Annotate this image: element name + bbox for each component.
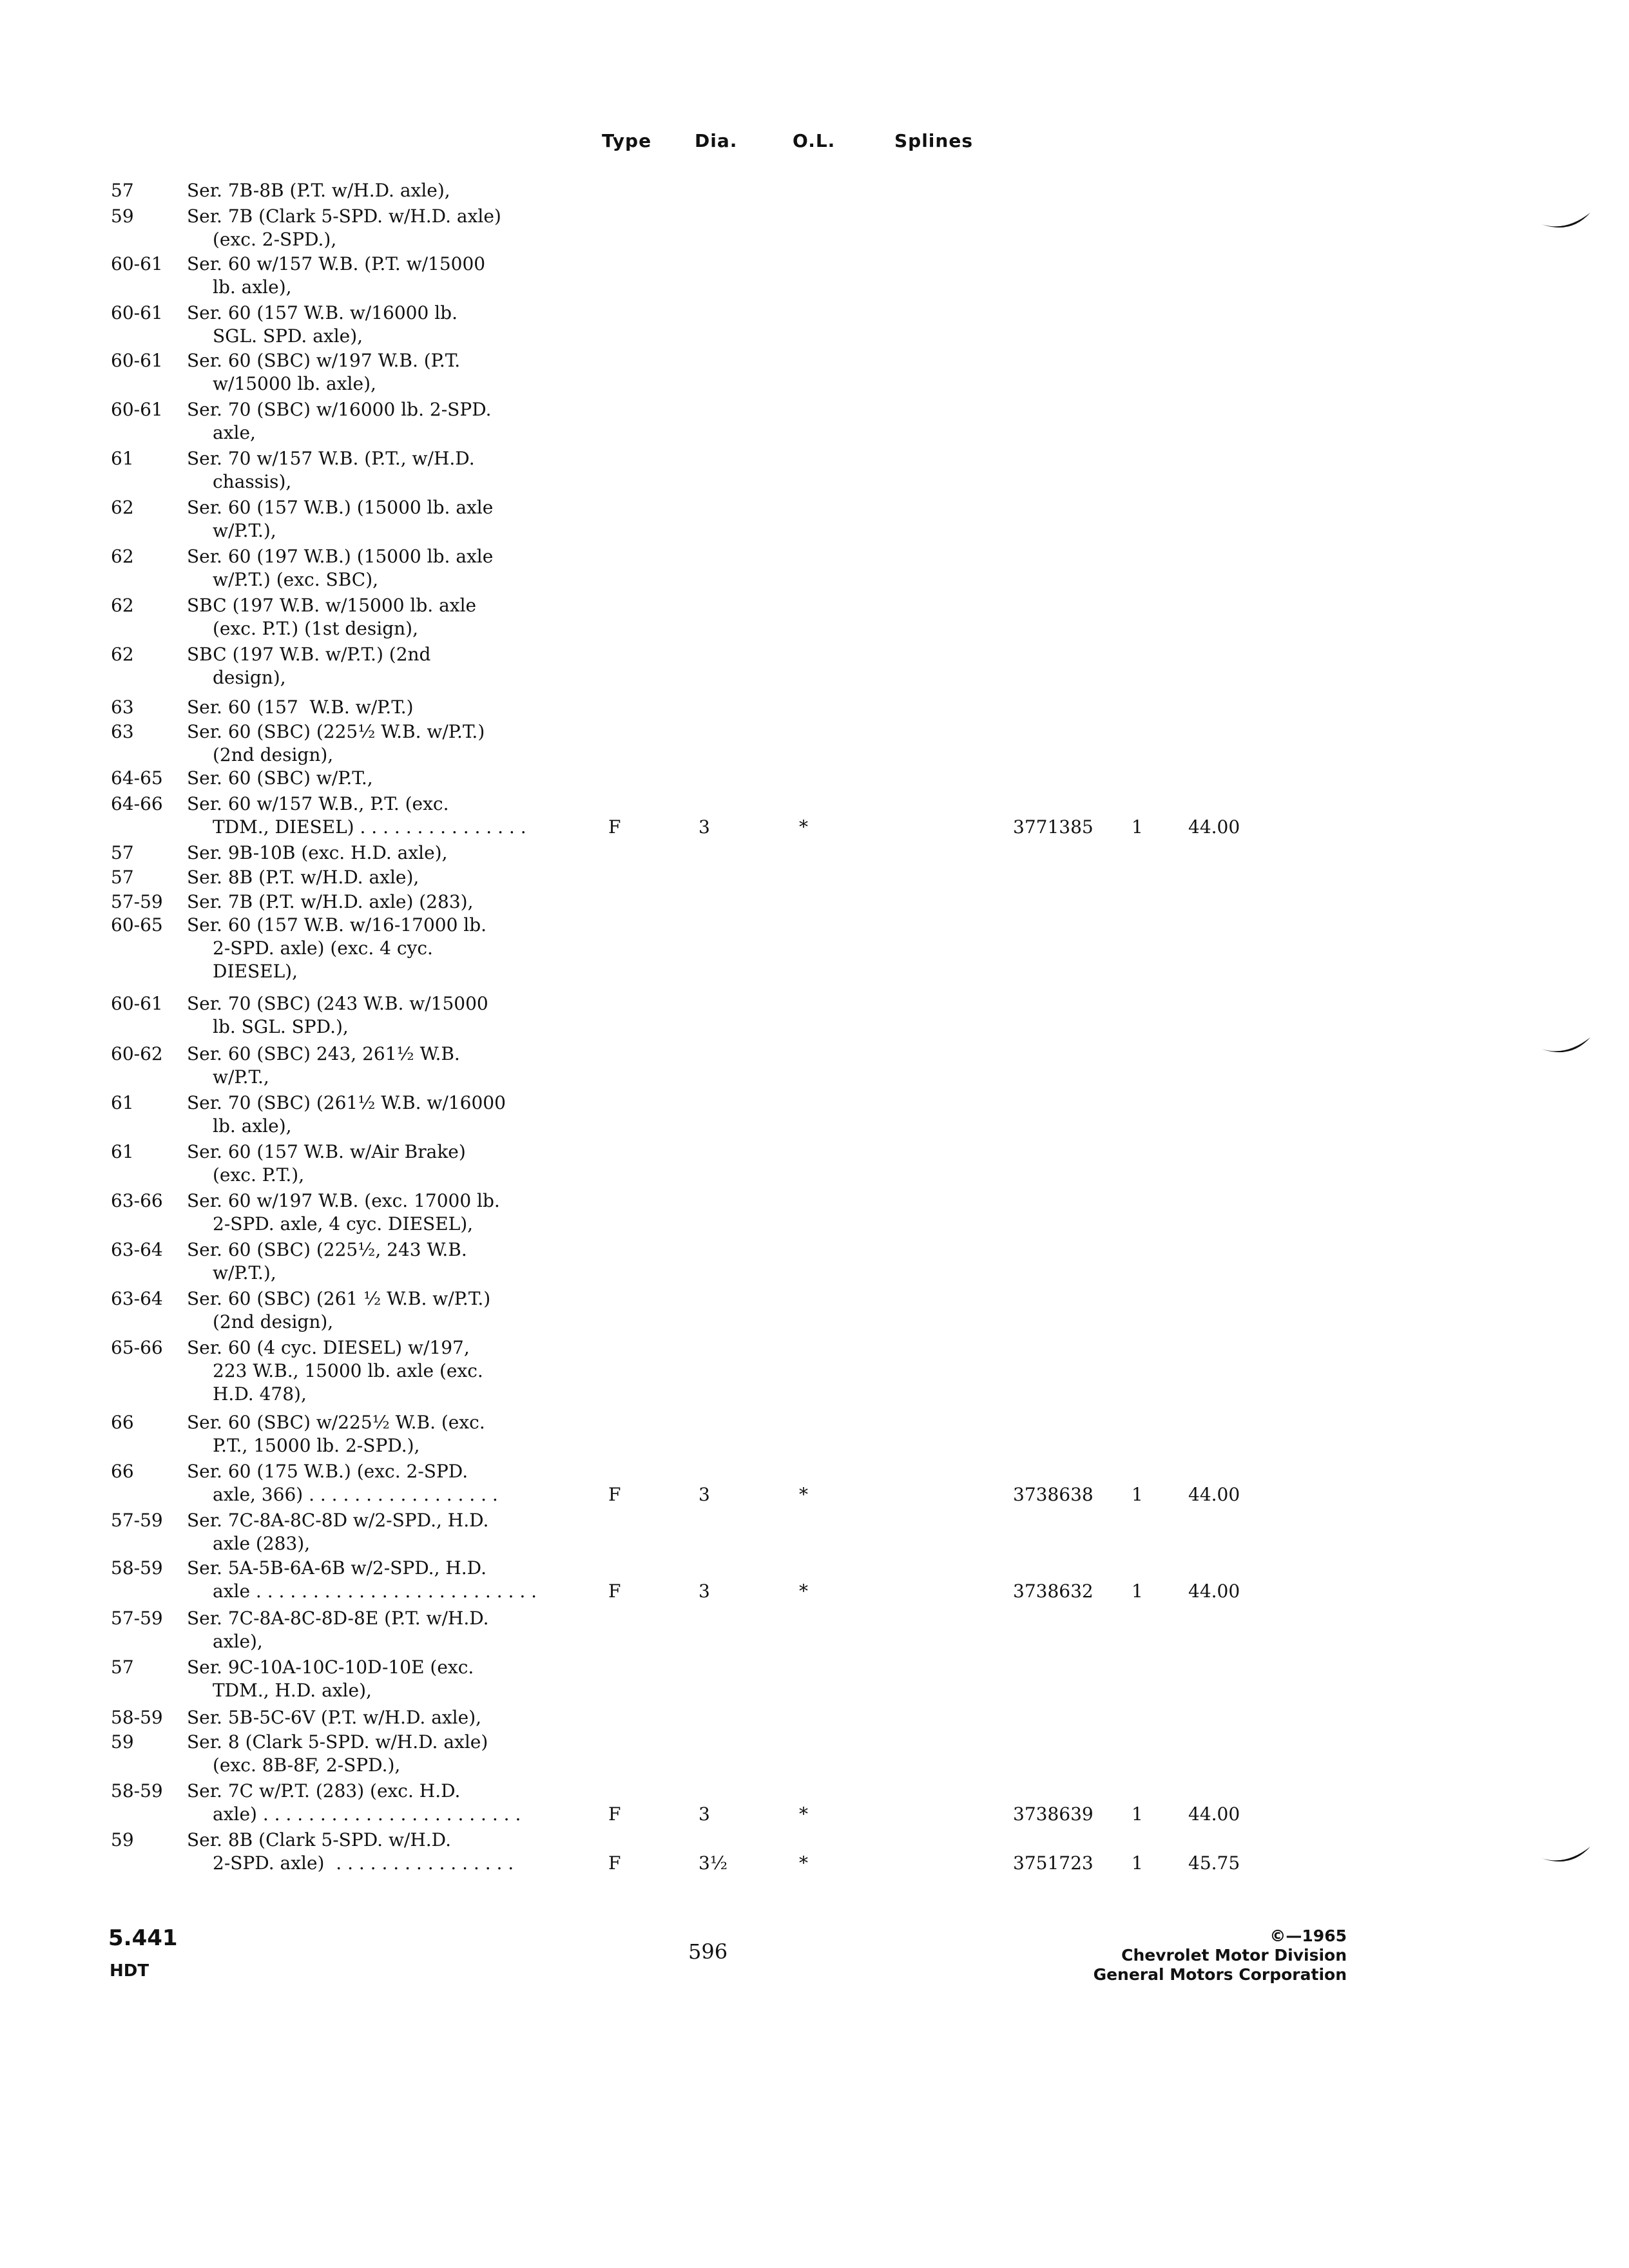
binding-mark-bottom [1540,1840,1592,1872]
description-line-2: lb. axle), [213,276,292,298]
application-description [187,302,458,348]
application-description [187,1509,488,1555]
copyright: ©—1965 [1269,1927,1347,1945]
quantity: 1 [1132,816,1143,838]
application-description [187,793,526,839]
description-line-2: axle, [213,422,256,443]
description-line-1: Ser. 7B (Clark 5-SPD. w/H.D. axle) [187,206,501,227]
description-line-1: Ser. 60 (SBC) (261 ½ W.B. w/P.T.) [187,1288,491,1309]
model-year: 58-59 [111,1557,163,1579]
description-line-3: H.D. 478), [213,1383,307,1405]
description-line-1: Ser. 60 w/157 W.B. (P.T. w/15000 [187,253,486,274]
model-year: 61 [111,1141,134,1162]
overall-length-cell: * [799,1803,808,1825]
table-row [0,1607,1629,1656]
description-line-1: Ser. 60 (175 W.B.) (exc. 2-SPD. [187,1461,468,1482]
diameter-cell: 3 [699,1803,710,1825]
description-line-2: (2nd design), [213,744,334,765]
table-row [0,992,1629,1041]
description-line-1: SBC (197 W.B. w/15000 lb. axle [187,595,477,616]
description-line-1: Ser. 9B-10B (exc. H.D. axle), [187,842,448,863]
list-price: 44.00 [1188,1581,1240,1602]
description-line-1: Ser. 60 (SBC) w/197 W.B. (P.T. [187,350,461,371]
model-year: 63-64 [111,1239,163,1260]
model-year: 57-59 [111,1510,163,1531]
model-year: 58-59 [111,1707,163,1728]
description-line-1: Ser. 60 (SBC) w/225½ W.B. (exc. [187,1412,485,1433]
table-row [0,914,1629,982]
table-row [0,1780,1629,1829]
application-description [187,1140,466,1187]
quantity: 1 [1132,1852,1143,1874]
description-line-2: axle . . . . . . . . . . . . . . . . . . . . . . . . . [213,1581,537,1602]
model-year: 61 [111,448,134,469]
model-year: 66 [111,1412,134,1433]
model-year: 65-66 [111,1337,163,1358]
description-line-2: 2-SPD. axle) (exc. 4 cyc. [213,937,433,959]
model-year: 66 [111,1461,134,1482]
description-line-2: (exc. P.T.) (1st design), [213,618,418,639]
description-line-1: Ser. 60 (SBC) w/P.T., [187,767,373,789]
table-row [0,793,1629,841]
table-row [0,1238,1629,1287]
table-row [0,205,1629,254]
application-description [187,1656,474,1702]
model-year: 60-65 [111,914,163,936]
description-line-1: Ser. 7B (P.T. w/H.D. axle) (283), [187,891,474,912]
model-year: 60-61 [111,350,163,371]
type-cell: F [608,1581,621,1602]
model-year: 60-62 [111,1043,163,1064]
model-year: 58-59 [111,1780,163,1802]
application-description [187,914,487,983]
description-line-2: design), [213,667,286,688]
description-line-2: TDM., DIESEL) . . . . . . . . . . . . . . . [213,816,526,838]
table-row [0,253,1629,302]
description-line-2: axle (283), [213,1533,311,1554]
model-year: 63 [111,697,134,718]
description-line-2: axle, 366) . . . . . . . . . . . . . . . . . [213,1484,498,1505]
application-description [187,767,373,790]
description-line-1: Ser. 60 (157 W.B. w/Air Brake) [187,1141,466,1162]
type-cell: F [608,1803,621,1825]
description-line-1: Ser. 8 (Clark 5-SPD. w/H.D. axle) [187,1731,488,1753]
part-number: 3738638 [1013,1484,1094,1505]
part-number: 3738639 [1013,1803,1094,1825]
description-line-1: Ser. 60 (157 W.B.) (15000 lb. axle [187,497,494,518]
list-price: 44.00 [1188,1803,1240,1825]
description-line-1: Ser. 7C-8A-8C-8D w/2-SPD., H.D. [187,1510,489,1531]
model-year: 59 [111,1829,134,1850]
description-line-2: 2-SPD. axle) . . . . . . . . . . . . . . . . [213,1852,514,1874]
table-row [0,643,1629,692]
model-year: 57-59 [111,891,163,912]
description-line-2: (exc. P.T.), [213,1164,305,1186]
table-row [0,302,1629,351]
model-year: 57 [111,1657,134,1678]
application-description [187,992,488,1039]
description-line-1: Ser. 60 (157 W.B. w/16000 lb. [187,302,458,323]
application-description [187,1411,485,1457]
description-line-1: Ser. 60 (4 cyc. DIESEL) w/197, [187,1337,470,1358]
table-row [0,1411,1629,1460]
diameter-cell: 3½ [699,1852,728,1874]
description-line-1: Ser. 9C-10A-10C-10D-10E (exc. [187,1657,474,1678]
table-row [0,1043,1629,1091]
description-line-1: Ser. 70 (SBC) (261½ W.B. w/16000 [187,1092,506,1113]
table-row [0,545,1629,594]
description-line-1: Ser. 70 w/157 W.B. (P.T., w/H.D. [187,448,475,469]
table-row [0,1557,1629,1606]
division-name: Chevrolet Motor Division [1121,1946,1347,1965]
description-line-2: SGL. SPD. axle), [213,325,363,347]
model-year: 60-61 [111,253,163,274]
model-year: 62 [111,644,134,665]
description-line-2: lb. SGL. SPD.), [213,1016,349,1037]
overall-length-cell: * [799,1484,808,1505]
application-description [187,1287,490,1334]
description-line-2: (2nd design), [213,1311,334,1332]
section-code: HDT [110,1961,149,1981]
description-line-2: (exc. 2-SPD.), [213,229,337,250]
description-line-1: Ser. 60 (157 W.B. w/P.T.) [187,697,414,718]
application-description [187,1731,488,1777]
quantity: 1 [1132,1484,1143,1505]
type-cell: F [608,816,621,838]
model-year: 57-59 [111,1608,163,1629]
quantity: 1 [1132,1803,1143,1825]
model-year: 61 [111,1092,134,1113]
table-row [0,1460,1629,1509]
application-description [187,720,485,767]
application-description [187,1607,489,1653]
application-description [187,349,460,396]
application-description [187,545,493,591]
model-year: 64-66 [111,793,163,814]
model-year: 62 [111,497,134,518]
type-cell: F [608,1852,621,1874]
description-line-1: Ser. 70 (SBC) w/16000 lb. 2-SPD. [187,399,492,420]
description-line-1: Ser. 60 w/197 W.B. (exc. 17000 lb. [187,1190,500,1211]
table-row [0,1509,1629,1558]
description-line-1: Ser. 60 (SBC) (225½ W.B. w/P.T.) [187,721,485,742]
description-line-2: w/P.T.), [213,1262,276,1283]
application-description [187,841,448,865]
application-description [187,866,419,889]
application-description [187,447,475,494]
description-line-2: 223 W.B., 15000 lb. axle (exc. [213,1360,483,1381]
col-header-splines: Splines [894,130,973,151]
application-description [187,205,501,251]
table-row [0,720,1629,769]
description-line-2: lb. axle), [213,1115,292,1137]
model-year: 60-61 [111,399,163,420]
application-description [187,643,430,689]
description-line-1: Ser. 8B (P.T. w/H.D. axle), [187,867,419,888]
description-line-2: TDM., H.D. axle), [213,1680,372,1701]
col-header-dia: Dia. [695,130,738,151]
description-line-1: Ser. 60 (SBC) 243, 261½ W.B. [187,1043,460,1064]
application-description [187,1043,460,1089]
description-line-1: Ser. 7C w/P.T. (283) (exc. H.D. [187,1780,461,1802]
table-row [0,1287,1629,1336]
table-row [0,496,1629,545]
application-description [187,496,493,543]
application-description [187,1706,481,1729]
model-year: 60-61 [111,993,163,1014]
model-year: 57 [111,842,134,863]
model-year: 63 [111,721,134,742]
table-row [0,349,1629,398]
model-year: 62 [111,595,134,616]
application-description [187,1557,537,1603]
application-description [187,253,485,299]
model-year: 60-61 [111,302,163,323]
description-line-1: Ser. 60 (197 W.B.) (15000 lb. axle [187,546,494,567]
diameter-cell: 3 [699,1581,710,1602]
table-row [0,1656,1629,1705]
col-header-type: Type [602,130,652,151]
binding-mark-top [1540,206,1592,238]
description-line-1: Ser. 70 (SBC) (243 W.B. w/15000 [187,993,488,1014]
model-year: 59 [111,206,134,227]
overall-length-cell: * [799,1581,808,1602]
description-line-2: (exc. 8B-8F, 2-SPD.), [213,1754,401,1776]
diameter-cell: 3 [699,816,710,838]
description-line-1: Ser. 7B-8B (P.T. w/H.D. axle), [187,180,450,201]
description-line-2: axle) . . . . . . . . . . . . . . . . . . . . . . . [213,1803,521,1825]
section-number: 5.441 [108,1925,178,1951]
description-line-2: P.T., 15000 lb. 2-SPD.), [213,1435,420,1456]
description-line-2: 2-SPD. axle, 4 cyc. DIESEL), [213,1213,474,1235]
table-row [0,594,1629,643]
application-description [187,890,474,914]
description-line-1: Ser. 5A-5B-6A-6B w/2-SPD., H.D. [187,1557,487,1579]
overall-length-cell: * [799,1852,808,1874]
table-row [0,398,1629,447]
model-year: 63-64 [111,1288,163,1309]
part-number: 3751723 [1013,1852,1094,1874]
model-year: 59 [111,1731,134,1753]
table-row [0,447,1629,496]
table-row [0,1829,1629,1878]
model-year: 64-65 [111,767,163,789]
description-line-2: w/P.T., [213,1066,269,1088]
overall-length-cell: * [799,816,808,838]
application-description [187,1829,514,1875]
description-line-2: w/15000 lb. axle), [213,373,376,394]
table-row [0,1731,1629,1780]
list-price: 44.00 [1188,1484,1240,1505]
application-description [187,1238,467,1285]
application-description [187,398,492,445]
model-year: 57 [111,867,134,888]
description-line-1: Ser. 8B (Clark 5-SPD. w/H.D. [187,1829,452,1850]
description-line-2: w/P.T.), [213,520,276,541]
description-line-2: axle), [213,1631,263,1652]
diameter-cell: 3 [699,1484,710,1505]
table-row [0,1091,1629,1140]
description-line-1: SBC (197 W.B. w/P.T.) (2nd [187,644,431,665]
description-line-1: Ser. 5B-5C-6V (P.T. w/H.D. axle), [187,1707,482,1728]
application-description [187,1189,500,1236]
col-header-ol: O.L. [793,130,836,151]
part-number: 3738632 [1013,1581,1094,1602]
table-row [0,1189,1629,1238]
description-line-1: Ser. 60 (157 W.B. w/16-17000 lb. [187,914,487,936]
quantity: 1 [1132,1581,1143,1602]
application-description [187,594,476,640]
application-description [187,1460,498,1506]
corporation-name: General Motors Corporation [1093,1965,1347,1984]
page-number: 596 [688,1939,728,1964]
model-year: 63-66 [111,1190,163,1211]
model-year: 57 [111,180,134,201]
list-price: 44.00 [1188,816,1240,838]
description-line-3: DIESEL), [213,961,298,982]
description-line-2: w/P.T.) (exc. SBC), [213,569,379,590]
model-year: 62 [111,546,134,567]
description-line-1: Ser. 7C-8A-8C-8D-8E (P.T. w/H.D. [187,1608,489,1629]
part-number: 3771385 [1013,816,1094,838]
table-row [0,1140,1629,1189]
description-line-2: chassis), [213,471,292,492]
application-description [187,179,450,202]
list-price: 45.75 [1188,1852,1240,1874]
application-description [187,1336,483,1406]
description-line-1: Ser. 60 w/157 W.B., P.T. (exc. [187,793,449,814]
table-row [0,1336,1629,1405]
application-description [187,1091,506,1138]
description-line-1: Ser. 60 (SBC) (225½, 243 W.B. [187,1239,467,1260]
type-cell: F [608,1484,621,1505]
application-description [187,696,414,719]
binding-mark-middle [1540,1031,1592,1063]
application-description [187,1780,521,1826]
